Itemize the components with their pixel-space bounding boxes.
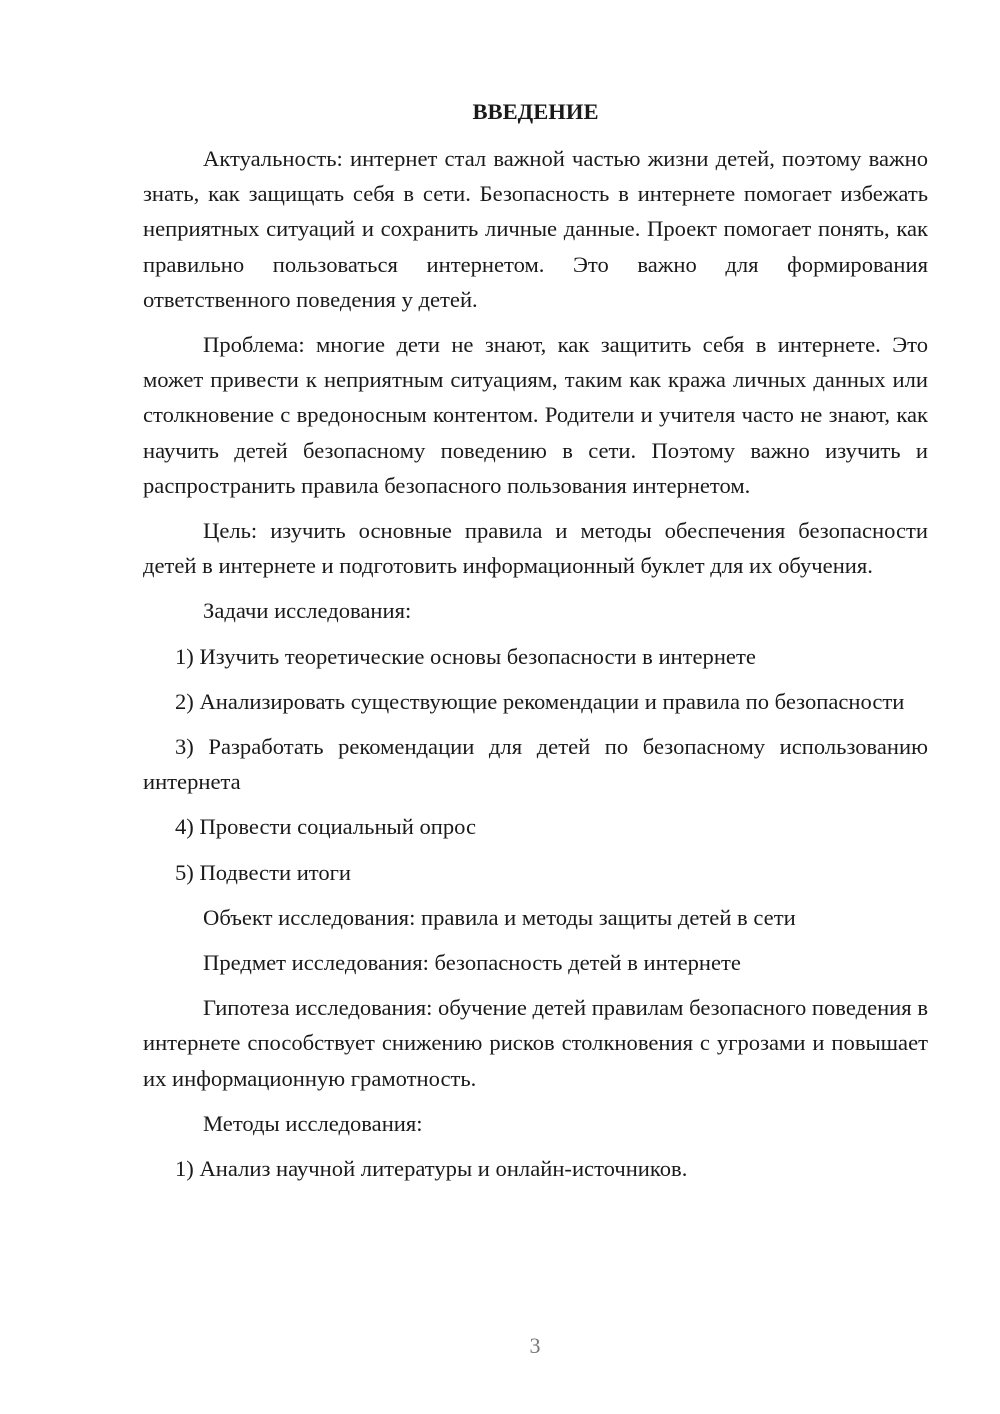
task-item: 3) Разработать рекомендации для детей по безопасному использованию интернета (143, 734, 928, 795)
goal-paragraph: Цель: изучить основные правила и методы обеспечения безопасности детей в интернете и подготовить информационный буклет для их обучения. (143, 518, 928, 579)
document-page (143, 94, 928, 1186)
page-number: 3 (529, 1333, 541, 1358)
subject-paragraph: Предмет исследования: безопасность детей в интернете (203, 950, 741, 976)
methods-title: Методы исследования: (203, 1110, 423, 1136)
tasks-title: Задачи исследования: (203, 598, 412, 624)
task-item: 1) Изучить теоретические основы безопасности в интернете (175, 643, 756, 669)
hypothesis-paragraph: Гипотеза исследования: обучение детей правилам безопасного поведения в интернете способствует снижению рисков столкновения с угрозами и повышает их информационную грамотность. (143, 995, 928, 1091)
methods-list (143, 1151, 928, 1186)
task-item: 5) Подвести итоги (175, 859, 352, 885)
object-paragraph: Объект исследования: правила и методы защиты детей в сети (203, 904, 796, 930)
tasks-list (143, 639, 928, 890)
task-item: 4) Провести социальный опрос (175, 814, 477, 840)
method-item: 1) Анализ научной литературы и онлайн-источников. (175, 1156, 688, 1182)
section-heading: ВВЕДЕНИЕ (472, 99, 599, 124)
problem-paragraph: Проблема: многие дети не знают, как защитить себя в интернете. Это может привести к неприятным ситуациям, таким как кража личных данных или столкновение с вредоносным контентом. Родители и учителя часто не знают, как научить детей безопасному поведению в сети. Поэтому важно изучить и распространить правила безопасного пользования интернетом. (143, 332, 928, 498)
task-item: 2) Анализировать существующие рекомендации и правила по безопасности (175, 688, 905, 714)
relevance-paragraph: Актуальность: интернет стал важной частью жизни детей, поэтому важно знать, как защищать себя в сети. Безопасность в интернете помогает избежать неприятных ситуаций и сохранить личные данные. Проект помогает понять, как правильно пользоваться интернетом. Это важно для формирования ответственного поведения у детей. (143, 146, 928, 312)
